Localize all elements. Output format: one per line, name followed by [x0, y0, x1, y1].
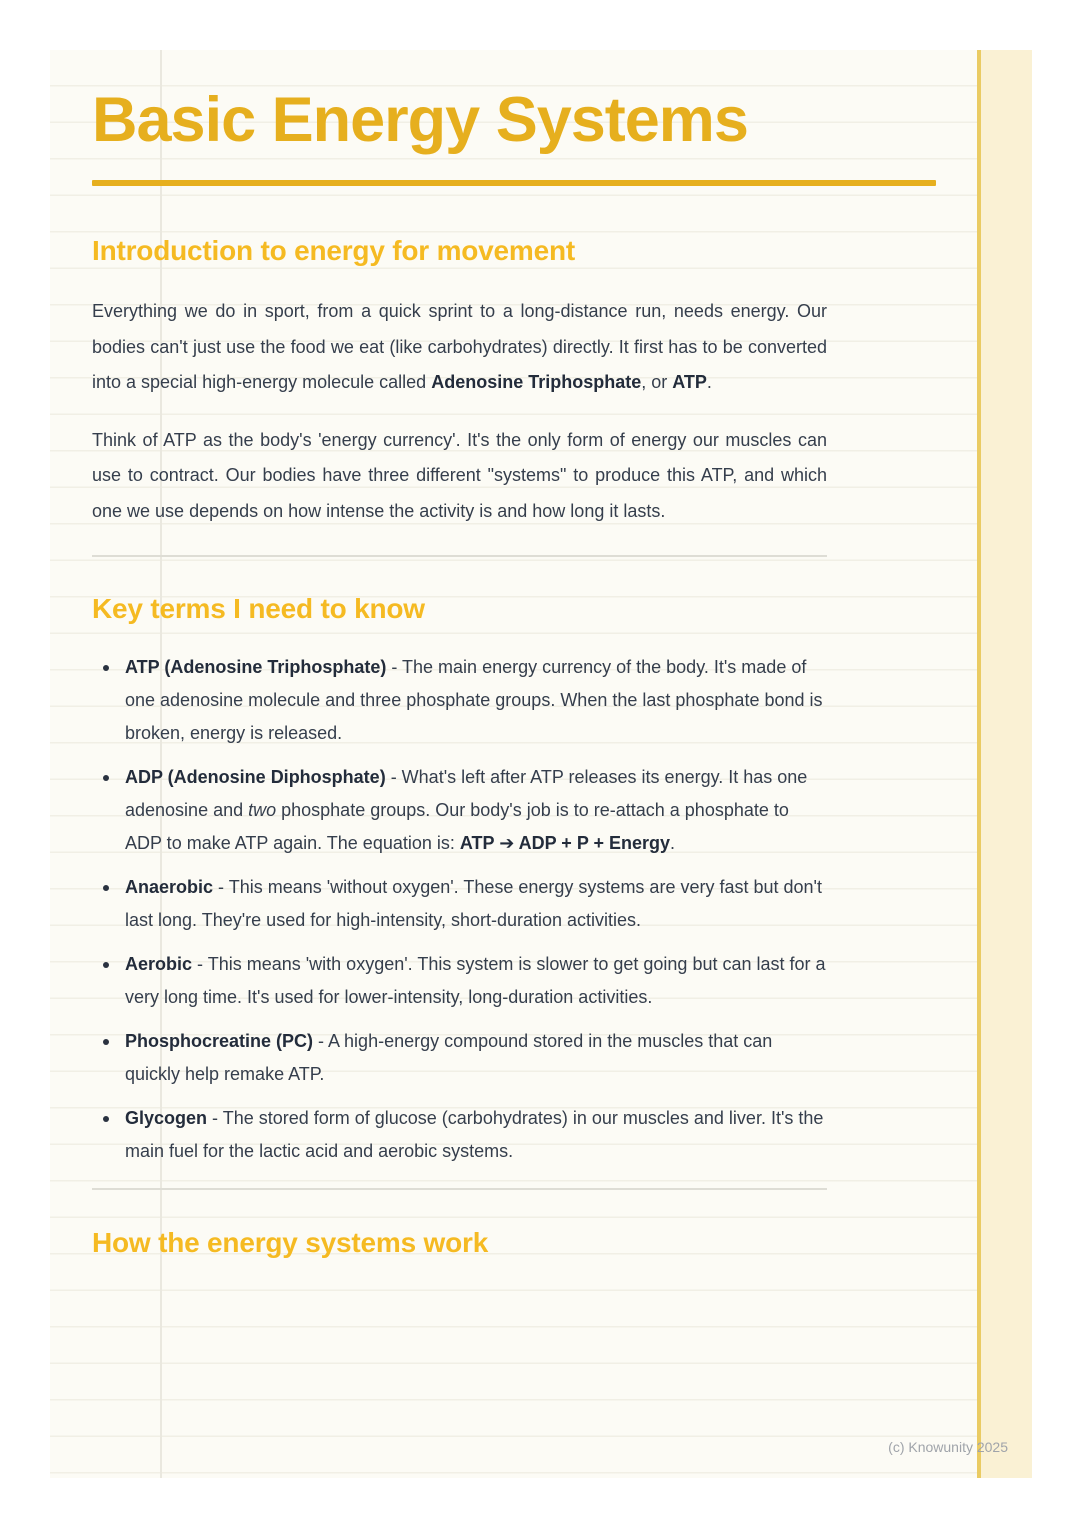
key-terms-list: [92, 651, 827, 1168]
page-title: Basic Energy Systems: [92, 85, 748, 155]
section-heading-introduction: Introduction to energy for movement: [92, 235, 576, 266]
key-term-item: Aerobic - This means 'with oxygen'. This system is slower to get going but can last for a very long time. It's used for lower-intensity, long-duration activities.: [92, 948, 827, 1014]
document-paper: [50, 50, 1032, 1478]
copyright-watermark: (c) Knowunity 2025: [888, 1439, 1008, 1455]
key-term-item: Phosphocreatine (PC) - A high-energy compound stored in the muscles that can quickly help remake ATP.: [92, 1025, 827, 1091]
section-heading-key-terms: Key terms I need to know: [92, 593, 425, 624]
document-content: [92, 50, 827, 1260]
key-term-item: Anaerobic - This means 'without oxygen'. These energy systems are very fast but don't last long. They're used for high-intensity, short-duration activities.: [92, 871, 827, 937]
section-introduction: [92, 234, 827, 529]
section-divider: [92, 1188, 827, 1190]
section-divider: [92, 555, 827, 557]
key-term-item: ATP (Adenosine Triphosphate) - The main energy currency of the body. It's made of one adenosine molecule and three phosphate groups. When the last phosphate bond is broken, energy is released.: [92, 651, 827, 750]
key-term-item: Glycogen - The stored form of glucose (carbohydrates) in our muscles and liver. It's the main fuel for the lactic acid and aerobic systems.: [92, 1102, 827, 1168]
section-heading-how-systems-work: How the energy systems work: [92, 1227, 489, 1258]
section-key-terms: [92, 592, 827, 1168]
intro-paragraph-2: Think of ATP as the body's 'energy currency'. It's the only form of energy our muscles can use to contract. Our bodies have three different "systems" to produce this ATP, and which one we use depends on how intense the activity is and how long it lasts.: [92, 429, 827, 521]
section-how-energy-systems-work: [92, 1226, 827, 1260]
intro-paragraph-1: Everything we do in sport, from a quick sprint to a long-distance run, needs energy. Our bodies can't just use the food we eat (like carbohydrates) directly. It first has to be converted into a special high-energy molecule called Adenosine Triphosphate, or ATP.: [92, 301, 827, 392]
notebook-edge-strip: [981, 50, 1032, 1478]
key-term-item: ADP (Adenosine Diphosphate) - What's left after ATP releases its energy. It has one adenosine and two phosphate groups. Our body's job is to re-attach a phosphate to ADP to make ATP again. The equation is: ATP ➔ ADP + P + Energy.: [92, 761, 827, 860]
title-underline: [92, 180, 936, 186]
